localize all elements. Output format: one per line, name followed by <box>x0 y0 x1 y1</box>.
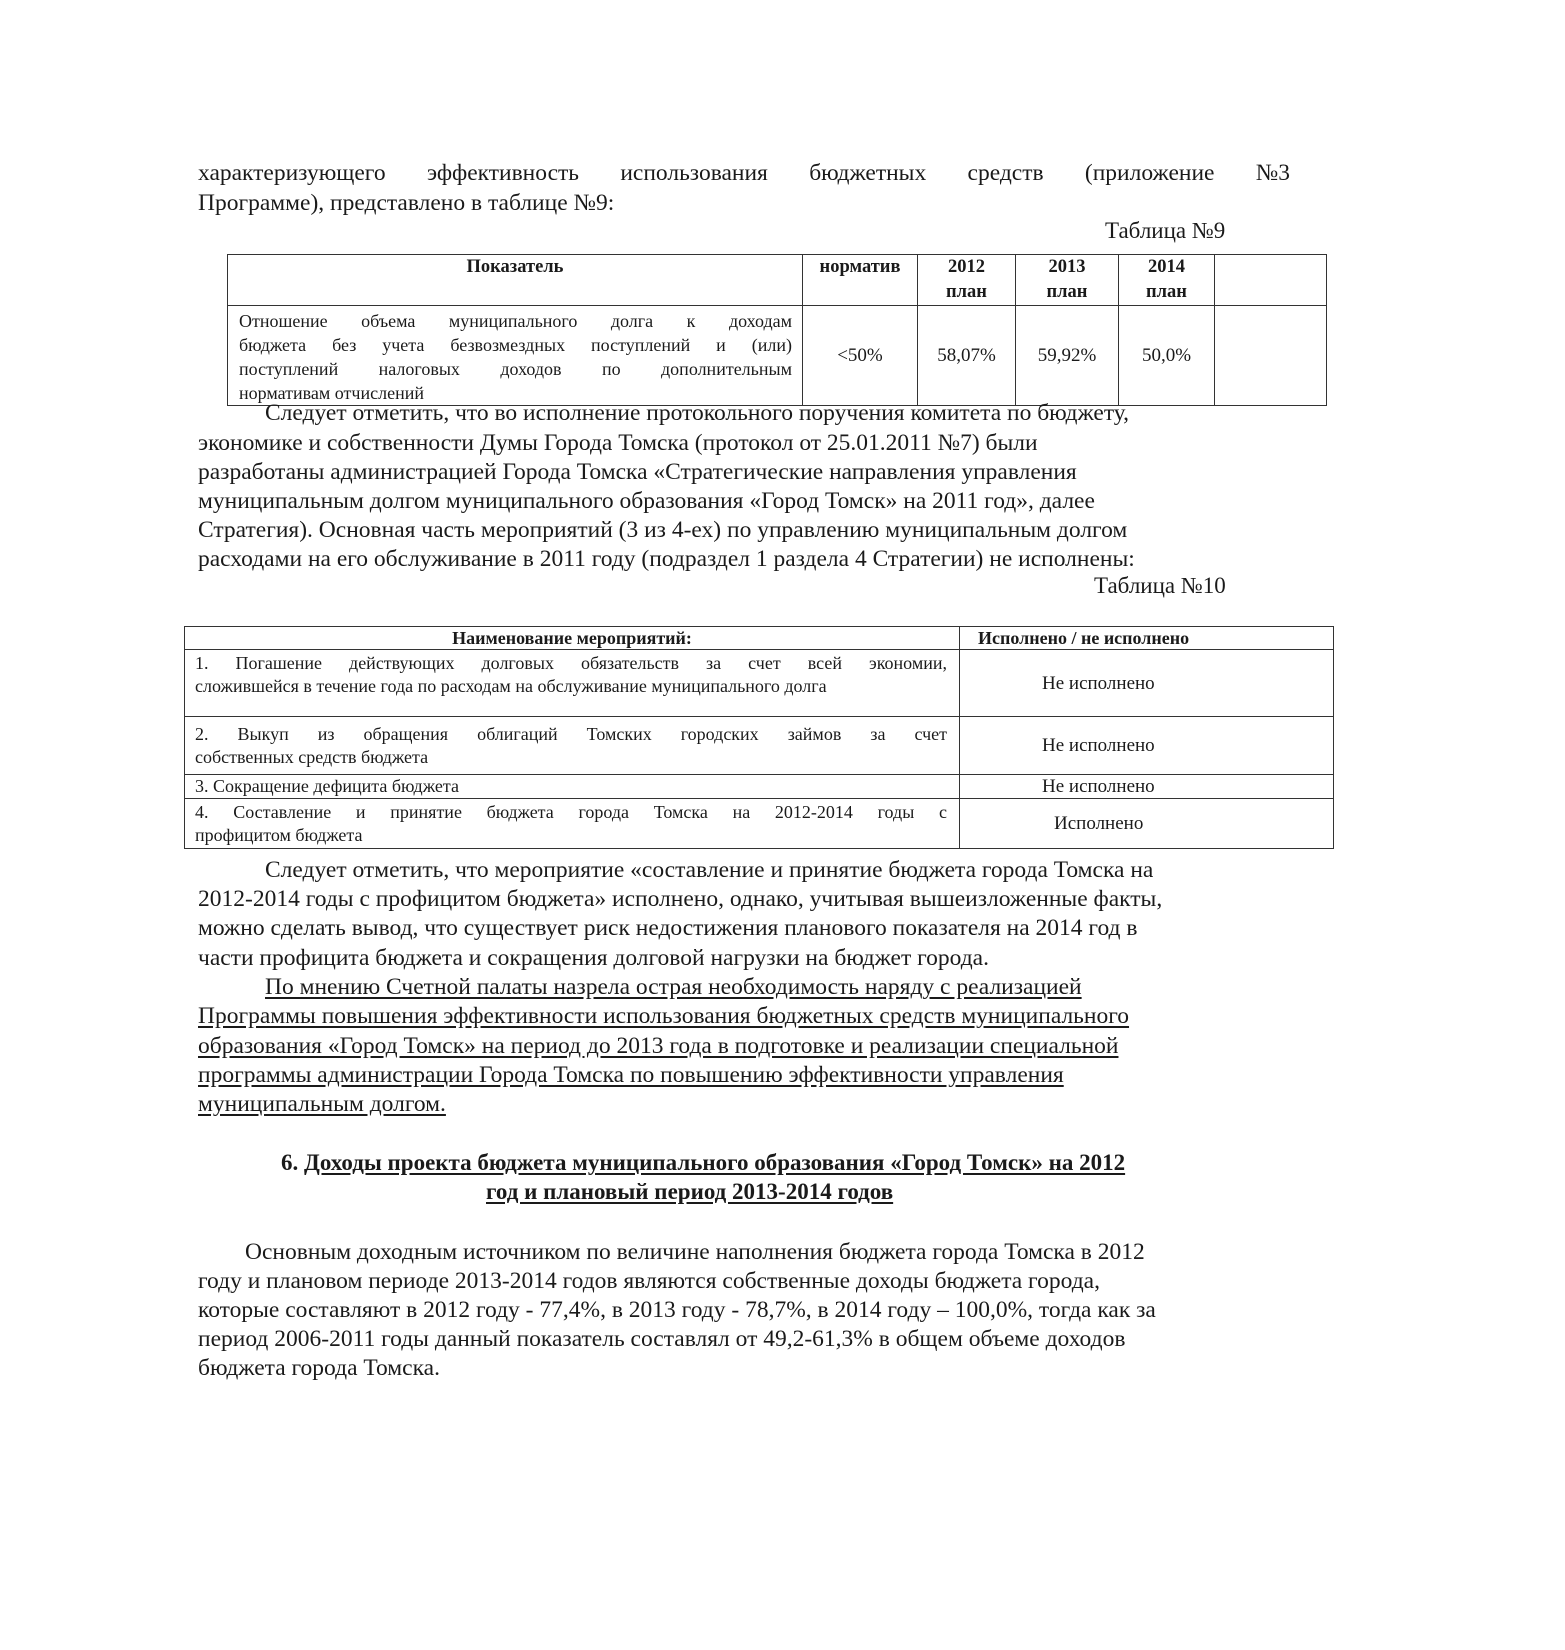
header-2013 <box>1016 255 1119 306</box>
norm-value: <50% <box>803 306 918 406</box>
paragraph4-line-5: муниципальным долгом. <box>198 1091 446 1117</box>
desc-line: поступлений налоговых доходов по дополнительным <box>239 358 792 379</box>
table-10 <box>184 626 1334 849</box>
table9-header-row <box>228 255 1327 306</box>
word: средств <box>967 160 1044 186</box>
measure-line: сложившейся в течение года по расходам на обслуживание муниципального долга <box>195 676 827 696</box>
measure-line: 4. Составление и принятие бюджета города Томска на 2012-2014 годы с <box>195 801 947 822</box>
measure-line: 3. Сокращение дефицита бюджета <box>195 776 459 796</box>
paragraph2-line-4: муниципальным долгом муниципального образования «Город Томск» на 2011 год», далее <box>198 488 1095 514</box>
word: бюджетных <box>809 160 927 186</box>
measure-name <box>185 799 960 849</box>
header-plan: план <box>946 282 987 302</box>
top-paragraph-line-2: Программе), представлено в таблице №9: <box>198 190 615 216</box>
word: эффективность <box>426 160 580 186</box>
measure-line: 2. Выкуп из обращения облигаций Томских городских займов за счет <box>195 723 947 744</box>
table10-row <box>185 799 1334 849</box>
header-year: 2014 <box>1148 257 1185 277</box>
value-2012: 58,07% <box>918 306 1016 406</box>
header-norm: норматив <box>803 255 918 306</box>
paragraph4-line-4: программы администрации Города Томска по повышению эффективности управления <box>198 1062 1064 1088</box>
header-indicator: Показатель <box>228 255 803 306</box>
word: использования <box>620 160 768 186</box>
paragraph2-line-5: Стратегия). Основная часть мероприятий (3 из 4-ех) по управлению муниципальным долгом <box>198 517 1128 543</box>
paragraph2-line-1: Следует отметить, что во исполнение протокольного поручения комитета по бюджету, <box>265 400 1130 426</box>
paragraph3-line-2: 2012-2014 годы с профицитом бюджета» исполнено, однако, учитывая вышеизложенные факты, <box>198 886 1163 912</box>
value-extra <box>1215 306 1327 406</box>
paragraph4-line-1: По мнению Счетной палаты назрела острая необходимость наряду с реализацией <box>265 974 1082 1000</box>
measure-name <box>185 717 960 775</box>
value-2014: 50,0% <box>1119 306 1215 406</box>
measure-status: Не исполнено <box>960 650 1334 717</box>
word: характеризующего <box>198 160 386 186</box>
paragraph5-line-5: бюджета города Томска. <box>198 1355 440 1381</box>
header-plan: план <box>1046 282 1088 302</box>
header-plan: план <box>1146 282 1187 302</box>
header-2012 <box>918 255 1016 306</box>
value-2013: 59,92% <box>1016 306 1119 406</box>
desc-line: бюджета без учета безвозмездных поступлений и (или) <box>239 334 792 355</box>
paragraph2-line-3: разработаны администрацией Города Томска «Стратегические направления управления <box>198 459 1077 485</box>
table9-data-row <box>228 306 1327 406</box>
paragraph3-line-3: можно сделать вывод, что существует риск недостижения планового показателя на 2014 год в <box>198 915 1138 941</box>
section6-heading-line-1 <box>281 1150 1125 1176</box>
table10-header-row <box>185 627 1334 650</box>
measure-status: Не исполнено <box>960 717 1334 775</box>
paragraph4-line-3: образования «Город Томск» на период до 2013 года в подготовке и реализации специальной <box>198 1033 1119 1059</box>
paragraph4-line-2: Программы повышения эффективности использования бюджетных средств муниципального <box>198 1003 1130 1029</box>
measure-line: профицитом бюджета <box>195 824 363 845</box>
indicator-description <box>228 306 803 406</box>
table10-caption: Таблица №10 <box>1094 573 1226 598</box>
table10-row <box>185 650 1334 717</box>
paragraph5-line-3: которые составляют в 2012 году - 77,4%, в 2013 году - 78,7%, в 2014 году – 100,0%, тогда как за <box>198 1297 1156 1323</box>
paragraph5-line-1: Основным доходным источником по величине наполнения бюджета города Томска в 2012 <box>245 1239 1145 1265</box>
header-year: 2012 <box>948 257 985 277</box>
word: (приложение <box>1084 160 1215 186</box>
header-status: Исполнено / не исполнено <box>960 627 1334 650</box>
paragraph2-line-2: экономике и собственности Думы Города Томска (протокол от 25.01.2011 №7) были <box>198 430 1038 456</box>
measure-status: Не исполнено <box>960 775 1334 799</box>
header-year: 2013 <box>1048 257 1086 277</box>
top-paragraph-line-1 <box>198 158 1498 188</box>
table10-row <box>185 775 1334 799</box>
paragraph5-line-4: период 2006-2011 годы данный показатель составлял от 49,2-61,3% в общем объеме доходов <box>198 1326 1126 1352</box>
measure-line: 1. Погашение действующих долговых обязательств за счет всей экономии, <box>195 653 947 673</box>
paragraph2-line-6: расходами на его обслуживание в 2011 году (подраздел 1 раздела 4 Стратегии) не исполнены: <box>198 546 1135 572</box>
measure-status: Исполнено <box>960 799 1334 849</box>
table9-caption: Таблица №9 <box>1105 218 1226 243</box>
measure-line: собственных средств бюджета <box>195 746 429 767</box>
paragraph3-line-4: части профицита бюджета и сокращения долговой нагрузки на бюджет города. <box>198 945 989 971</box>
measure-name <box>185 775 960 799</box>
measure-name <box>185 650 960 717</box>
section-number: 6. <box>281 1150 299 1175</box>
header-extra <box>1215 255 1327 306</box>
section6-heading-line-2: год и плановый период 2013-2014 годов <box>486 1179 894 1204</box>
header-name: Наименование мероприятий: <box>185 627 960 650</box>
table-9 <box>227 254 1327 406</box>
section-title: Доходы проекта бюджета муниципального образования «Город Томск» на 2012 <box>304 1150 1126 1175</box>
table10-row <box>185 717 1334 775</box>
paragraph5-line-2: году и плановом периоде 2013-2014 годов являются собственные доходы бюджета города, <box>198 1268 1100 1294</box>
header-2014 <box>1119 255 1215 306</box>
paragraph3-line-1: Следует отметить, что мероприятие «составление и принятие бюджета города Томска на <box>265 857 1154 883</box>
desc-line: нормативам отчислений <box>239 382 424 403</box>
desc-line: Отношение объема муниципального долга к доходам <box>239 310 792 331</box>
word: №3 <box>1255 160 1290 186</box>
